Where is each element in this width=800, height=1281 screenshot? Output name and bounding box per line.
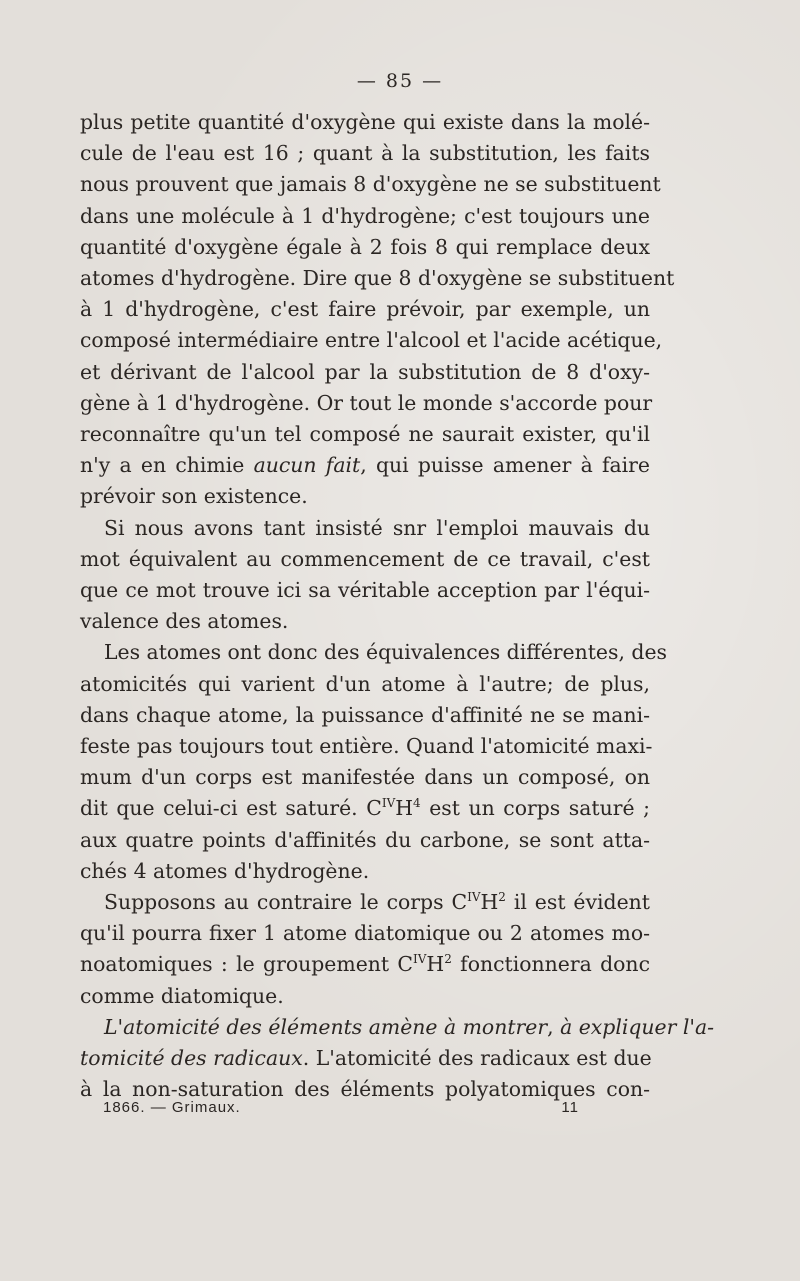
text-run: . L'atomicité des radicaux est due xyxy=(302,1046,652,1071)
formula-superscript: 2 xyxy=(498,890,506,905)
formula-superscript: IV xyxy=(413,952,427,967)
text-line xyxy=(80,793,650,824)
text-run: il est évident xyxy=(505,890,650,915)
text-line xyxy=(80,1043,650,1074)
formula-superscript: 4 xyxy=(413,796,421,811)
text-run: est un corps saturé ; xyxy=(420,796,650,821)
text-run: noatomiques : le groupement xyxy=(80,952,398,977)
text-line: atomes d'hydrogène. Dire que 8 d'oxygène se substituent xyxy=(80,266,675,291)
text-line: gène à 1 d'hydrogène. Or tout le monde s'accorde pour xyxy=(80,390,653,415)
text-run: , qui puisse amener à faire xyxy=(360,453,651,478)
text-line: à la non-saturation des éléments polyatomiques con- xyxy=(80,1077,650,1102)
text-line: reconnaître qu'un tel composé ne saurait exister, qu'il xyxy=(80,422,650,447)
text-line: feste pas toujours tout entière. Quand l'atomicité maxi- xyxy=(80,734,653,759)
text-line: prévoir son existence. xyxy=(80,484,308,509)
chemical-formula xyxy=(366,796,420,820)
text-line: qu'il pourra fixer 1 atome diatomique ou 2 atomes mo- xyxy=(80,921,650,946)
text-line: que ce mot trouve ici sa véritable acception par l'équi- xyxy=(80,578,650,603)
italic-text: L'atomicité des éléments amène à montrer xyxy=(104,1014,548,1039)
text-line: et dérivant de l'alcool par la substitution de 8 d'oxy- xyxy=(80,359,650,384)
body-text xyxy=(80,107,715,1106)
text-line: mot équivalent au commencement de ce travail, c'est xyxy=(80,546,650,571)
text-line: composé intermédiaire entre l'alcool et l'acide acétique, xyxy=(80,328,663,353)
text-line: valence des atomes. xyxy=(80,609,289,634)
text-line: Les atomes ont donc des équivalences différentes, des xyxy=(104,640,667,665)
signature-label: 1866. — Grimaux. xyxy=(103,1099,241,1116)
text-line: comme diatomique. xyxy=(80,983,284,1008)
formula-element: C xyxy=(366,796,382,821)
text-line xyxy=(80,887,650,918)
text-line: nous prouvent que jamais 8 d'oxygène ne se substituent xyxy=(80,172,661,197)
chemical-formula xyxy=(397,952,451,976)
text-run: Supposons au contraire le corps xyxy=(104,890,452,915)
formula-element: C xyxy=(397,952,414,977)
formula-element: H xyxy=(395,796,414,821)
text-line: mum d'un corps est manifestée dans un composé, on xyxy=(80,765,650,790)
text-line xyxy=(80,1012,715,1043)
text-line: à 1 d'hydrogène, c'est faire prévoir, par exemple, un xyxy=(80,297,650,322)
signature-number: 11 xyxy=(561,1099,579,1116)
text-line: Si nous avons tant insisté snr l'emploi mauvais du xyxy=(104,515,650,540)
text-line xyxy=(80,450,650,481)
text-run: fonctionnera donc xyxy=(451,952,650,977)
formula-superscript: 2 xyxy=(444,952,452,967)
chemical-formula xyxy=(451,890,505,914)
text-line xyxy=(80,949,650,980)
text-line: dans chaque atome, la puissance d'affinité ne se mani- xyxy=(80,702,650,727)
page-number: — 85 — xyxy=(356,70,444,92)
formula-superscript: IV xyxy=(381,796,396,811)
text-line: aux quatre points d'affinités du carbone, se sont atta- xyxy=(80,827,650,852)
formula-element: H xyxy=(480,890,499,915)
formula-element: H xyxy=(426,952,445,977)
text-line: quantité d'oxygène égale à 2 fois 8 qui remplace deux xyxy=(80,234,650,259)
italic-text: à expliquer l'a- xyxy=(560,1014,715,1039)
text-run: n'y a en chimie xyxy=(80,453,254,478)
italic-text: tomicité des radicaux xyxy=(80,1046,303,1071)
italic-text: aucun fait xyxy=(253,453,361,478)
text-run: , xyxy=(547,1014,561,1039)
formula-superscript: IV xyxy=(467,890,481,905)
formula-element: C xyxy=(451,890,468,915)
text-run: dit que celui-ci est saturé. xyxy=(80,796,367,821)
text-line: cule de l'eau est 16 ; quant à la substitution, les faits xyxy=(80,141,650,166)
text-line: plus petite quantité d'oxygène qui existe dans la molé- xyxy=(80,110,650,134)
text-line: chés 4 atomes d'hydrogène. xyxy=(80,858,370,883)
text-line: dans une molécule à 1 d'hydrogène; c'est toujours une xyxy=(80,203,650,228)
text-line: atomicités qui varient d'un atome à l'autre; de plus, xyxy=(80,671,650,696)
